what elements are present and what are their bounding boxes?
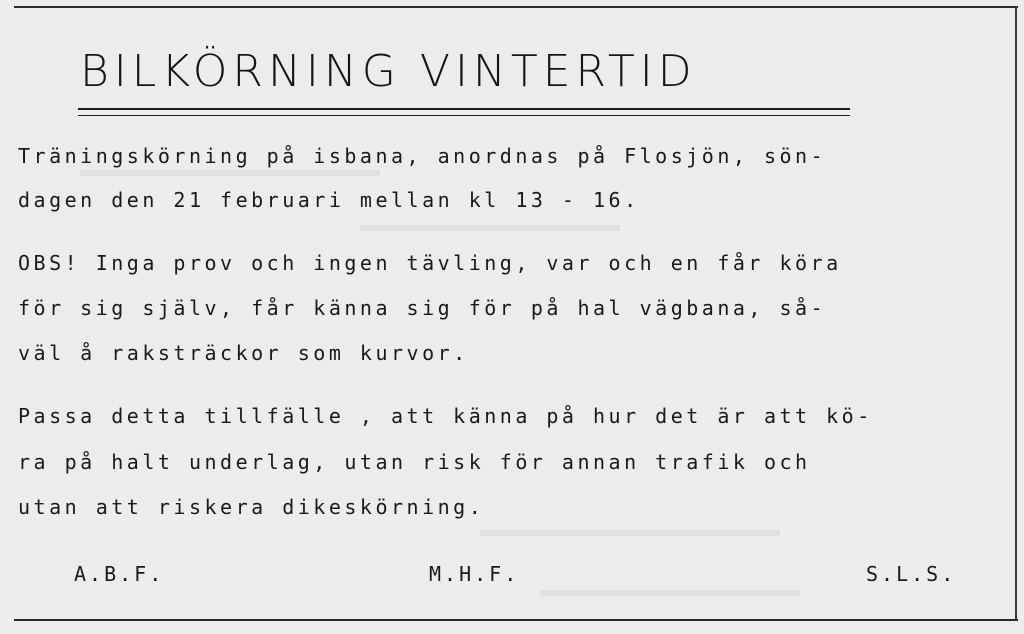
paragraph-2-line-3: väl å raksträckor som kurvor.	[18, 341, 469, 365]
paragraph-3-line-3: utan att riskera dikeskörning.	[18, 495, 485, 519]
signature-mhf: M.H.F.	[429, 562, 520, 586]
right-border-line	[1015, 6, 1017, 621]
show-through-texture	[540, 590, 800, 596]
paragraph-1-line-2: dagen den 21 februari mellan kl 13 - 16.	[18, 188, 640, 212]
show-through-texture	[360, 225, 620, 231]
paragraph-2-line-2: för sig själv, får känna sig för på hal vägbana, så-	[18, 296, 827, 320]
top-border-line	[14, 6, 1018, 8]
paragraph-3-line-2: ra på halt underlag, utan risk för annan trafik och	[18, 450, 811, 474]
paragraph-3-line-1: Passa detta tillfälle , att känna på hur det är att kö-	[18, 404, 873, 428]
notice-title: BILKÖRNING VINTERTID	[80, 46, 697, 97]
show-through-texture	[480, 530, 780, 536]
signature-sls: S.L.S.	[866, 562, 957, 586]
paragraph-2-line-1: OBS! Inga prov och ingen tävling, var och en får köra	[18, 251, 842, 275]
signature-abf: A.B.F.	[74, 562, 165, 586]
title-underline	[78, 108, 850, 110]
show-through-texture	[80, 170, 380, 176]
title-underline-secondary	[78, 115, 850, 116]
bottom-border-line	[14, 619, 1018, 621]
paragraph-1-line-1: Träningskörning på isbana, anordnas på Flosjön, sön-	[18, 144, 827, 168]
